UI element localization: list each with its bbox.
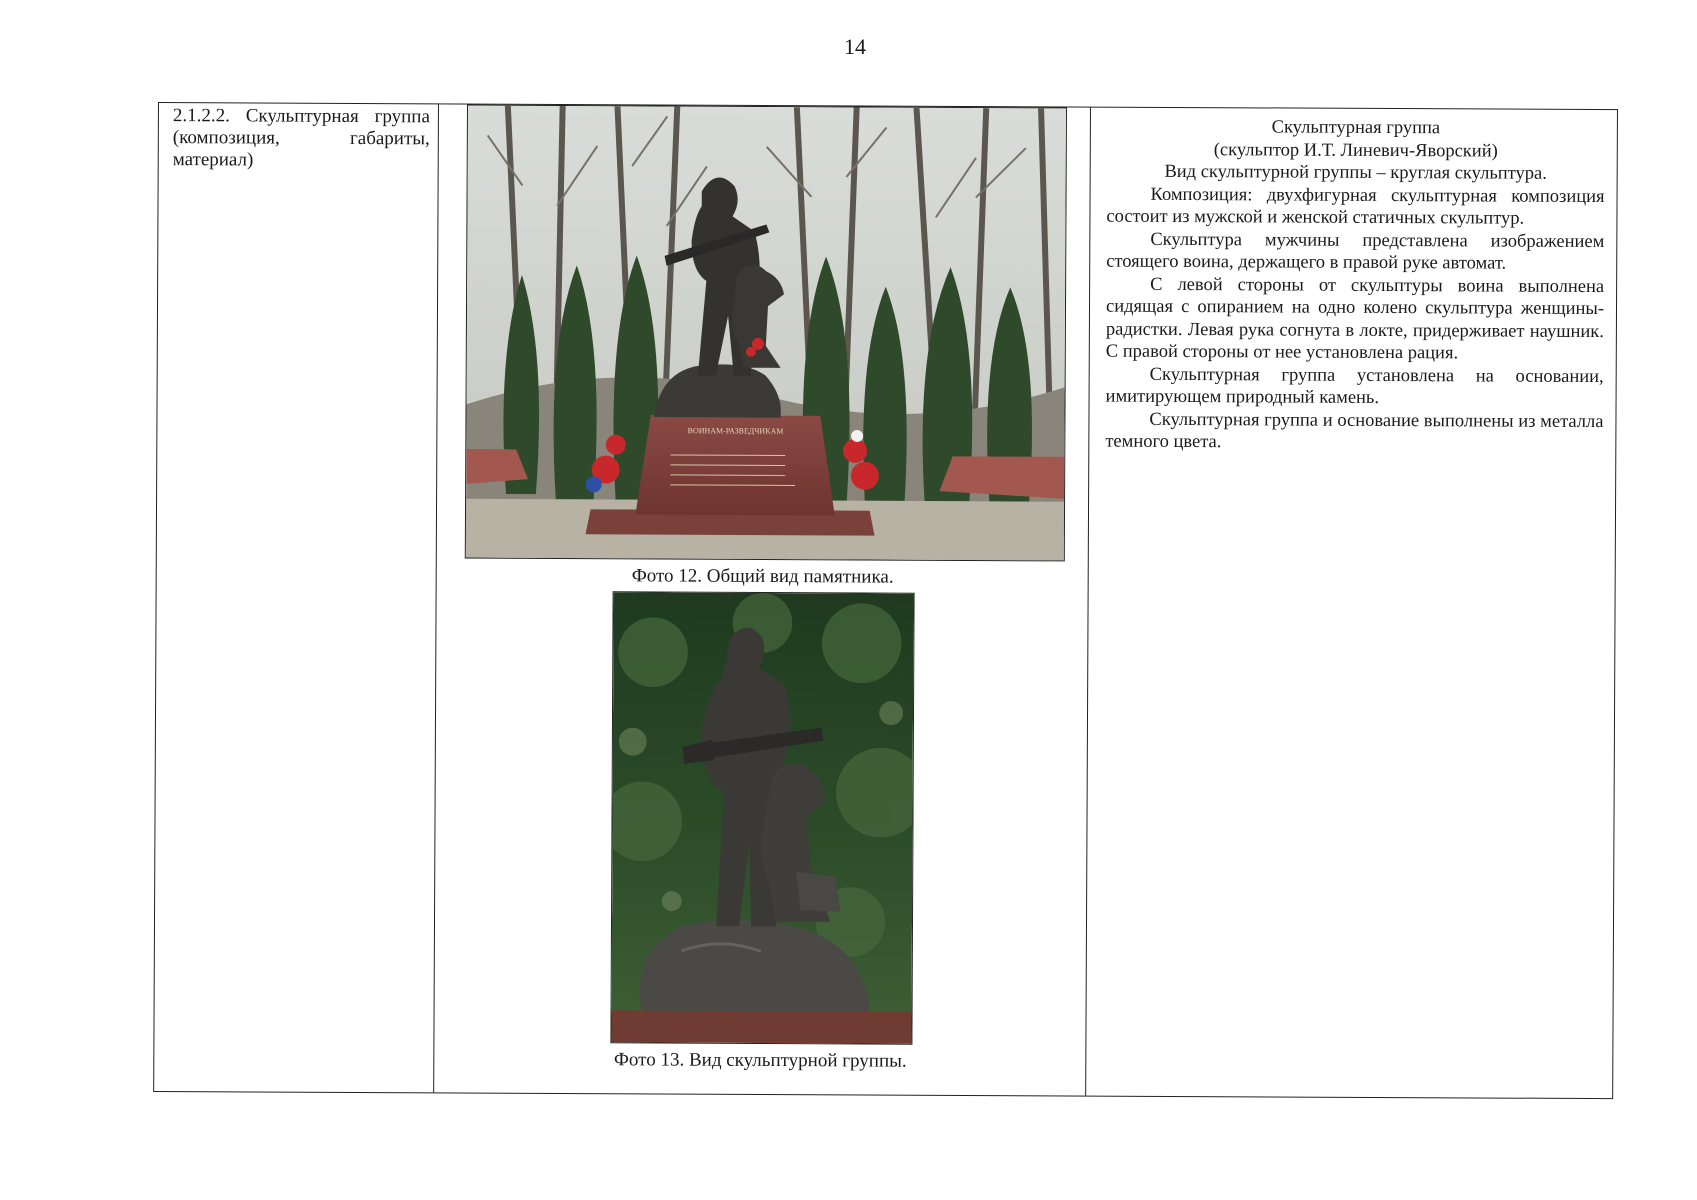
photo-column bbox=[434, 104, 1091, 1095]
material-paragraph: Скульптурная группа и основание выполнены из металла темного цвета. bbox=[1105, 409, 1604, 453]
sculpture-photo-image bbox=[611, 592, 913, 1043]
label-column bbox=[154, 103, 439, 1092]
passport-table bbox=[153, 102, 1618, 1099]
photo-12-caption: Фото 12. Общий вид памятника. bbox=[631, 565, 894, 588]
description-heading: Скульптурная группа bbox=[1271, 117, 1441, 139]
monument-general-view-photo bbox=[465, 105, 1067, 562]
row-label: 2.1.2.2. Скульптурная группа (композиция, габариты, материал) bbox=[172, 105, 430, 171]
photo-13-caption: Фото 13. Вид скульптурной группы. bbox=[613, 1049, 907, 1072]
female-figure-paragraph: С левой стороны от скульптуры воина выполнена сидящая с опиранием на одно колено скульптура женщины-радистки. Левая рука согнута в локте, придерживает наушник. С правой стороны от нее установлена рация. bbox=[1105, 274, 1605, 364]
male-figure-paragraph: Скульптура мужчины представлена изображением стоящего воина, держащего в правой руке автомат. bbox=[1106, 229, 1605, 274]
sculptor-line: (скульптор И.Т. Линевич-Яворский) bbox=[1213, 139, 1498, 162]
description-block bbox=[1105, 116, 1605, 456]
monument-photo-image bbox=[466, 106, 1066, 561]
page-number: 14 bbox=[844, 34, 866, 59]
sculpture-type-line: Вид скульптурной группы – круглая скульптура. bbox=[1164, 161, 1547, 184]
composition-paragraph: Композиция: двухфигурная скульптурная композиция состоит из мужской и женской статичных скульптур. bbox=[1106, 184, 1605, 229]
sculpture-group-photo bbox=[610, 591, 914, 1044]
plaque-title: ВОИНАМ-РАЗВЕДЧИКАМ bbox=[687, 426, 784, 436]
description-column bbox=[1086, 108, 1617, 1099]
base-paragraph: Скульптурная группа установлена на основании, имитирующем природный камень. bbox=[1105, 364, 1604, 408]
